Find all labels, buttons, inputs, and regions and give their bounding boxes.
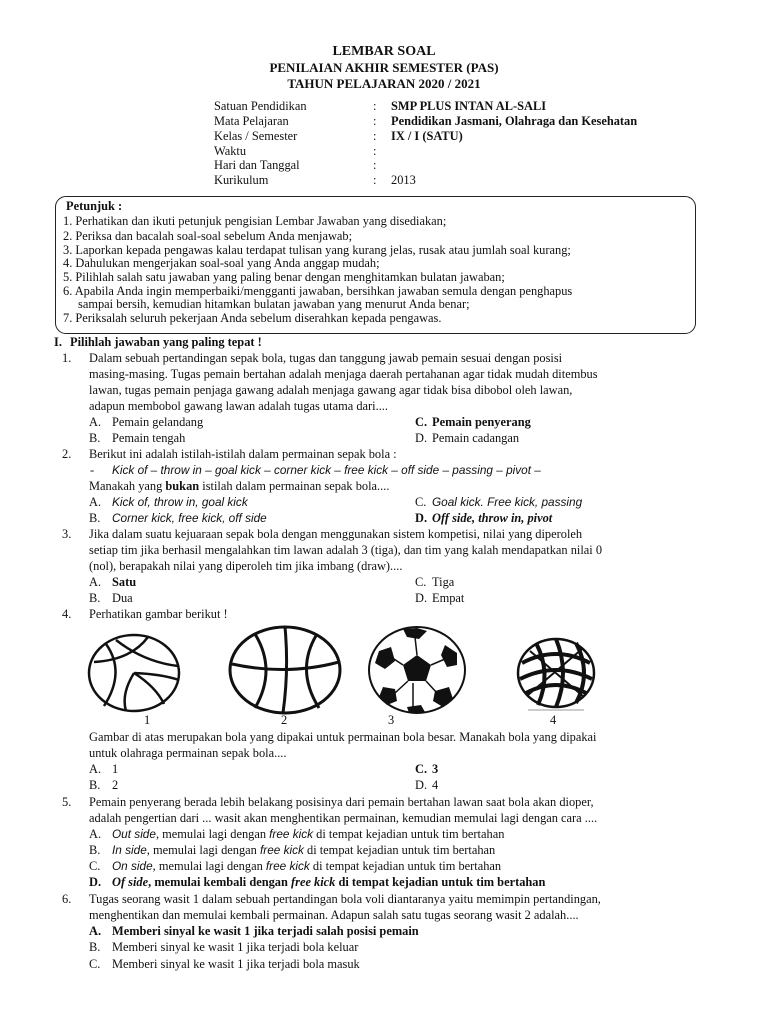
option-a: Memberi sinyal ke wasit 1 jika terjadi salah posisi pemain [112, 924, 419, 938]
document-title: LEMBAR SOAL [332, 44, 436, 59]
option-c: Pemain penyerang [432, 415, 531, 429]
identity-colon: : [373, 99, 377, 113]
text-part: istilah dalam permainan sepak bola.... [199, 479, 390, 493]
text-part: di tempat kejadian untuk tim bertahan [309, 859, 502, 873]
option-letter: C. [89, 859, 101, 873]
option-a [112, 827, 504, 842]
question-text: untuk olahraga permainan sepak bola.... [89, 746, 287, 760]
option-letter: D. [415, 431, 428, 445]
question-text: Gambar di atas merupakan bola yang dipakai untuk permainan bola besar. Manakah bola yang dipakai [89, 730, 597, 744]
option-d [112, 875, 545, 890]
term: free kick [259, 843, 304, 857]
option-b: Dua [112, 591, 133, 605]
soccer-ball-image [365, 623, 469, 717]
instructions-heading: Petunjuk : [66, 199, 123, 213]
question-text: adalah pengertian dari ... wasit akan menghentikan permainan, kemudian memulai lagi dengan cara .... [89, 811, 598, 825]
option-letter: C. [415, 762, 428, 776]
text-part: , memulai lagi dengan [146, 843, 260, 857]
section-title: Pilihlah jawaban yang paling tepat ! [70, 335, 262, 349]
option-a: 1 [112, 762, 119, 776]
subject-name: Pendidikan Jasmani, Olahraga dan Kesehatan [391, 114, 638, 128]
option-letter: A. [89, 827, 102, 841]
option-letter: B. [89, 843, 101, 857]
image-label: 4 [550, 713, 557, 727]
question-number: 1. [62, 351, 72, 365]
text-part: Manakah yang [89, 479, 166, 493]
identity-label: Hari dan Tanggal [214, 158, 300, 172]
identity-label: Satuan Pendidikan [214, 99, 307, 113]
identity-label: Kurikulum [214, 173, 269, 187]
question-text: setiap tim jika berhasil mengalahkan tim lawan adalah 3 (tiga), dan tim yang kalah mendapatkan nilai 0 [89, 543, 603, 557]
instruction-item: 6. Apabila Anda ingin memperbaiki/mengganti jawaban, bersihkan jawaban semula dengan penghapus [63, 284, 573, 298]
option-a: Pemain gelandang [112, 415, 204, 429]
option-b: Pemain tengah [112, 431, 186, 445]
instruction-item: 3. Laporkan kepada pengawas kalau terdapat tulisan yang kurang jelas, rusak atau jumlah soal kurang; [63, 243, 571, 257]
identity-colon: : [373, 129, 377, 143]
option-a: Satu [112, 575, 137, 589]
option-letter: C. [415, 495, 427, 509]
text-emphasis: bukan [165, 479, 200, 493]
question-text: masing-masing. Tugas pemain bertahan adalah menjaga daerah pertahanan agar tidak mudah ditembus [89, 367, 598, 381]
question-text: Dalam sebuah pertandingan sepak bola, tugas dan tanggung jawab pemain sesuai dengan posisi [89, 351, 563, 365]
terms-list: Kick of – throw in – goal kick – corner kick – free kick – off side – passing – pivot – [112, 463, 541, 477]
text-part: , memulai lagi dengan [155, 827, 270, 841]
option-letter: C. [89, 957, 101, 971]
identity-label: Mata Pelajaran [214, 114, 289, 128]
option-d: Empat [432, 591, 465, 605]
image-label: 1 [144, 713, 151, 727]
option-c [112, 859, 501, 874]
option-letter: A. [89, 415, 102, 429]
instruction-item: 5. Pilihlah salah satu jawaban yang paling benar dengan menghitamkan bulatan jawaban; [63, 270, 505, 284]
option-d: 4 [432, 778, 439, 792]
option-letter: A. [89, 924, 102, 938]
question-text: menghentikan dan memulai kembali permainan. Adapun salah satu tugas seorang wasit 2 adalah.... [89, 908, 579, 922]
volleyball-image [86, 632, 182, 714]
school-name: SMP PLUS INTAN AL-SALI [391, 99, 547, 113]
question-number: 5. [62, 795, 72, 809]
question-text: Tugas seorang wasit 1 dalam sebuah pertandingan bola voli diantaranya yaitu memimpin pertandingan, [89, 892, 601, 906]
option-letter: C. [415, 575, 427, 589]
term: In side [112, 843, 147, 857]
option-letter: B. [89, 591, 101, 605]
identity-colon: : [373, 114, 377, 128]
option-c: Goal kick. Free kick, passing [432, 495, 583, 509]
term: On side [112, 859, 153, 873]
section-number: I. [54, 335, 62, 349]
question-text: Jika dalam suatu kejuaraan sepak bola dengan menggunakan sistem kompetisi, nilai yang diperoleh [89, 527, 583, 541]
text-part: di tempat kejadian untuk tim bertahan [303, 843, 496, 857]
question-number: 2. [62, 447, 72, 461]
option-letter: D. [415, 511, 428, 525]
option-letter: D. [89, 875, 102, 889]
exam-name: PENILAIAN AKHIR SEMESTER (PAS) [269, 60, 499, 75]
question-text: Pemain penyerang berada lebih belakang posisinya dari pemain bertahan lawan saat bola akan dioper, [89, 795, 594, 809]
question-number: 6. [62, 892, 72, 906]
option-letter: C. [415, 415, 428, 429]
basketball-image [227, 624, 343, 716]
identity-colon: : [373, 144, 377, 158]
instruction-item: 7. Periksalah seluruh pekerjaan Anda sebelum diserahkan kepada pengawas. [63, 311, 442, 325]
identity-label: Waktu [214, 144, 247, 158]
option-c: Tiga [432, 575, 455, 589]
image-label: 2 [281, 713, 288, 727]
option-c: 3 [432, 762, 439, 776]
identity-colon: : [373, 158, 377, 172]
school-year: TAHUN PELAJARAN 2020 / 2021 [287, 76, 481, 91]
option-letter: B. [89, 940, 101, 954]
question-text: adapun membobol gawang lawan adalah tugas utama dari.... [89, 399, 388, 413]
text-part: , memulai lagi dengan [152, 859, 266, 873]
term: Out side [112, 827, 156, 841]
question-number: 3. [62, 527, 72, 541]
term: free kick [269, 827, 314, 841]
option-b [112, 843, 495, 858]
option-b: Memberi sinyal ke wasit 1 jika terjadi bola keluar [112, 940, 359, 954]
identity-colon: : [373, 173, 377, 187]
text-part: di tempat kejadian untuk tim bertahan [335, 875, 546, 889]
option-a: Kick of, throw in, goal kick [112, 495, 248, 509]
option-letter: D. [415, 778, 428, 792]
term: free kick [265, 859, 310, 873]
option-letter: A. [89, 495, 102, 509]
option-letter: B. [89, 431, 101, 445]
instruction-item: 2. Periksa dan bacalah soal-soal sebelum Anda menjawab; [63, 229, 353, 243]
image-label: 3 [388, 713, 395, 727]
class-semester: IX / I (SATU) [391, 129, 463, 143]
identity-label: Kelas / Semester [214, 129, 298, 143]
option-c: Memberi sinyal ke wasit 1 jika terjadi bola masuk [112, 957, 360, 971]
option-letter: D. [415, 591, 428, 605]
instruction-item: sampai bersih, kemudian hitamkan bulatan jawaban yang menurut Anda benar; [78, 297, 470, 311]
question-number: 4. [62, 607, 72, 621]
question-text: (nol), berapakah nilai yang diperoleh tim jika imbang (draw).... [89, 559, 403, 573]
option-letter: B. [89, 778, 101, 792]
question-text: lawan, tugas pemain penjaga gawang adalah menjaga gawang agar tidak bisa dibobol oleh lawan, [89, 383, 573, 397]
question-text [89, 479, 389, 494]
option-d: Off side, throw in, pivot [432, 511, 553, 525]
option-letter: A. [89, 762, 102, 776]
instruction-item: 4. Dahulukan mengerjakan soal-soal yang Anda anggap mudah; [63, 256, 380, 270]
question-text: Berikut ini adalah istilah-istilah dalam permainan sepak bola : [89, 447, 397, 461]
curriculum: 2013 [391, 173, 416, 187]
option-letter: A. [89, 575, 102, 589]
list-dash: - [90, 463, 95, 477]
option-b: 2 [112, 778, 119, 792]
text-part: , memulai kembali dengan [148, 875, 291, 889]
instruction-item: 1. Perhatikan dan ikuti petunjuk pengisian Lembar Jawaban yang disediakan; [63, 214, 447, 228]
term: Of side [112, 875, 149, 889]
term: free kick [291, 875, 336, 889]
question-text: Perhatikan gambar berikut ! [89, 607, 228, 621]
option-d: Pemain cadangan [432, 431, 520, 445]
option-letter: B. [89, 511, 101, 525]
text-part: di tempat kejadian untuk tim bertahan [313, 827, 505, 841]
option-b: Corner kick, free kick, off side [112, 511, 267, 525]
takraw-ball-image [514, 635, 598, 713]
